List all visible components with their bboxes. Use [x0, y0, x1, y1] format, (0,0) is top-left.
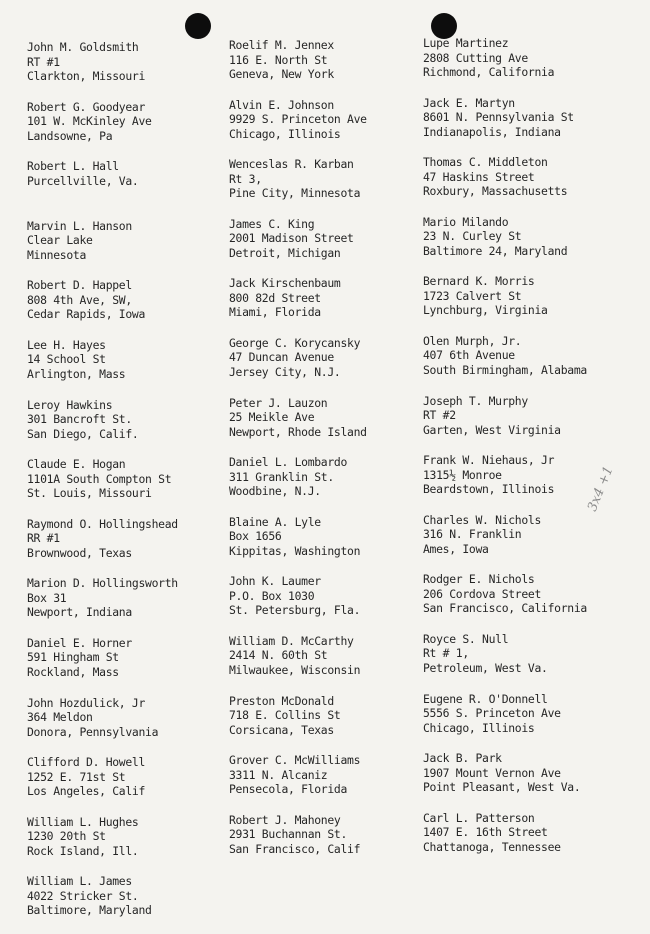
- entry-street: 2931 Buchannan St.: [229, 827, 348, 842]
- entry-street: 311 Granklin St.: [229, 469, 334, 484]
- entry-city: Detroit, Michigan: [229, 245, 341, 260]
- entry-street: 5556 S. Princeton Ave: [423, 706, 561, 721]
- entry-city: Woodbine, N.J.: [229, 484, 321, 499]
- address-entry: [229, 276, 419, 336]
- entry-street: 1230 20th St: [27, 829, 106, 844]
- entry-city: Los Angeles, Calif: [27, 784, 146, 799]
- address-entry: [27, 100, 222, 160]
- entry-city: Baltimore, Maryland: [27, 903, 152, 918]
- entry-city: St. Louis, Missouri: [27, 486, 152, 501]
- address-entry: [423, 632, 648, 692]
- address-entry: [27, 40, 222, 100]
- entry-street: 1252 E. 71st St: [27, 769, 126, 784]
- address-column-3: [423, 36, 648, 870]
- entry-name: John M. Goldsmith: [27, 40, 139, 54]
- entry-name: John K. Laumer: [229, 574, 321, 589]
- entry-name: Thomas C. Middleton: [423, 155, 548, 170]
- entry-name: Blaine A. Lyle: [229, 514, 321, 529]
- entry-name: Claude E. Hogan: [27, 457, 126, 472]
- entry-name: Joseph T. Murphy: [423, 393, 528, 408]
- entry-street: 4022 Stricker St.: [27, 888, 139, 903]
- entry-street: 301 Bancroft St.: [27, 412, 132, 427]
- address-entry: [229, 217, 419, 277]
- address-entry: [423, 692, 648, 752]
- entry-name: Alvin E. Johnson: [229, 97, 334, 112]
- address-entry: [229, 694, 419, 754]
- entry-city: Garten, West Virginia: [423, 422, 561, 437]
- entry-street: 364 Meldon: [27, 710, 93, 725]
- punch-hole-left: [185, 13, 211, 39]
- entry-name: Robert J. Mahoney: [229, 812, 341, 827]
- entry-city: Landsowne, Pa: [27, 128, 113, 143]
- entry-city: Jersey City, N.J.: [229, 364, 341, 379]
- entry-name: Preston McDonald: [229, 693, 334, 708]
- entry-street: 25 Meikle Ave: [229, 410, 315, 425]
- entry-street: 1315½ Monroe: [423, 467, 502, 482]
- entry-street: 3311 N. Alcaniz: [229, 767, 328, 782]
- address-entry: [27, 874, 222, 934]
- address-entry: [27, 815, 222, 875]
- entry-name: John Hozdulick, Jr: [27, 695, 146, 710]
- entry-name: Eugene R. O'Donnell: [423, 691, 548, 706]
- entry-street: 9929 S. Princeton Ave: [229, 112, 367, 127]
- address-entry: [423, 215, 648, 275]
- entry-street: 800 82d Street: [229, 290, 321, 305]
- address-entry: [229, 574, 419, 634]
- entry-city: Newport, Rhode Island: [229, 424, 367, 439]
- address-entry: [229, 396, 419, 456]
- address-entry: [27, 219, 222, 279]
- entry-street: 407 6th Avenue: [423, 348, 515, 363]
- entry-city: Richmond, California: [423, 65, 555, 79]
- entry-city: Point Pleasant, West Va.: [423, 780, 581, 795]
- address-entry: [229, 157, 419, 217]
- handwritten-margin-note: 3x4 +1: [585, 464, 617, 514]
- entry-city: Beardstown, Illinois: [423, 482, 555, 497]
- entry-street: 1101A South Compton St: [27, 471, 172, 486]
- entry-city: Baltimore 24, Maryland: [423, 243, 568, 258]
- entry-city: Geneva, New York: [229, 67, 334, 81]
- entry-name: Bernard K. Morris: [423, 274, 535, 289]
- entry-name: William L. James: [27, 874, 132, 889]
- entry-city: Chicago, Illinois: [423, 720, 535, 735]
- address-entry: [423, 155, 648, 215]
- entry-city: Clarkton, Missouri: [27, 69, 146, 83]
- entry-name: Daniel L. Lombardo: [229, 455, 348, 470]
- entry-city: Pine City, Minnesota: [229, 186, 361, 201]
- entry-name: George C. Korycansky: [229, 335, 361, 350]
- entry-name: Jack E. Martyn: [423, 95, 515, 110]
- entry-city: Petroleum, West Va.: [423, 660, 548, 675]
- entry-name: Carl L. Patterson: [423, 810, 535, 825]
- entry-street: 1407 E. 16th Street: [423, 825, 548, 840]
- entry-name: Grover C. McWilliams: [229, 753, 361, 768]
- entry-street: 116 E. North St: [229, 52, 328, 67]
- entry-street: Rt 3,: [229, 171, 262, 186]
- entry-city: Milwaukee, Wisconsin: [229, 662, 361, 677]
- address-entry: [27, 398, 222, 458]
- address-entry: [27, 338, 222, 398]
- entry-name: William D. McCarthy: [229, 633, 354, 648]
- entry-name: Marion D. Hollingsworth: [27, 576, 178, 591]
- entry-name: Wenceslas R. Karban: [229, 157, 354, 172]
- entry-name: Roelif M. Jennex: [229, 38, 334, 52]
- address-entry: [27, 755, 222, 815]
- entry-city: Chicago, Illinois: [229, 126, 341, 141]
- address-entry: [423, 274, 648, 334]
- entry-name: Lee H. Hayes: [27, 337, 106, 352]
- entry-name: Mario Milando: [423, 214, 509, 229]
- entry-name: Daniel E. Horner: [27, 635, 132, 650]
- address-column-1: [27, 40, 222, 934]
- entry-street: 718 E. Collins St: [229, 708, 341, 723]
- entry-city: Minnesota: [27, 247, 87, 262]
- entry-name: Robert G. Goodyear: [27, 99, 146, 114]
- entry-name: Olen Murph, Jr.: [423, 333, 522, 348]
- entry-street: 14 School St: [27, 352, 106, 367]
- address-entry: [229, 634, 419, 694]
- entry-name: Clifford D. Howell: [27, 755, 146, 770]
- entry-city: Roxbury, Massachusetts: [423, 184, 568, 199]
- entry-street: 47 Haskins Street: [423, 169, 535, 184]
- entry-name: Rodger E. Nichols: [423, 572, 535, 587]
- address-entry: [423, 513, 648, 573]
- entry-name: Robert D. Happel: [27, 278, 132, 293]
- entry-city: Indianapolis, Indiana: [423, 124, 561, 139]
- address-entry: [423, 96, 648, 156]
- entry-street: 8601 N. Pennsylvania St: [423, 110, 574, 125]
- address-entry: [423, 751, 648, 811]
- entry-city: Newport, Indiana: [27, 605, 132, 620]
- entry-city: Lynchburg, Virginia: [423, 303, 548, 318]
- address-entry: [229, 336, 419, 396]
- entry-street: Box 31: [27, 590, 67, 605]
- entry-street: 206 Cordova Street: [423, 586, 542, 601]
- entry-street: RT #2: [423, 408, 456, 423]
- entry-name: Peter J. Lauzon: [229, 395, 328, 410]
- entry-street: 316 N. Franklin: [423, 527, 522, 542]
- entry-street: RR #1: [27, 531, 60, 546]
- entry-street: Purcellville, Va.: [27, 173, 139, 188]
- address-entry: [27, 278, 222, 338]
- entry-city: Corsicana, Texas: [229, 722, 334, 737]
- address-entry: [423, 453, 648, 513]
- entry-street: Rt # 1,: [423, 646, 469, 661]
- entry-street: 1907 Mount Vernon Ave: [423, 765, 561, 780]
- address-entry: [229, 38, 419, 98]
- entry-city: Rockland, Mass: [27, 664, 119, 679]
- entry-name: Leroy Hawkins: [27, 397, 113, 412]
- address-entry: [229, 455, 419, 515]
- entry-city: Donora, Pennsylvania: [27, 724, 159, 739]
- entry-city: Kippitas, Washington: [229, 543, 361, 558]
- entry-city: South Birmingham, Alabama: [423, 362, 587, 377]
- entry-city: Arlington, Mass: [27, 366, 126, 381]
- entry-name: Raymond O. Hollingshead: [27, 516, 178, 531]
- entry-street: 1723 Calvert St: [423, 288, 522, 303]
- entry-name: Frank W. Niehaus, Jr: [423, 453, 555, 468]
- entry-street: P.O. Box 1030: [229, 588, 315, 603]
- address-entry: [423, 811, 648, 871]
- entry-name: Jack B. Park: [423, 751, 502, 766]
- entry-street: Box 1656: [229, 529, 282, 544]
- entry-name: Robert L. Hall: [27, 159, 119, 174]
- address-entry: [229, 813, 419, 873]
- address-entry: [27, 457, 222, 517]
- entry-name: Marvin L. Hanson: [27, 218, 132, 233]
- address-entry: [27, 159, 222, 219]
- entry-city: Pensecola, Florida: [229, 782, 348, 797]
- entry-city: St. Petersburg, Fla.: [229, 603, 361, 618]
- address-entry: [423, 572, 648, 632]
- address-entry: [27, 636, 222, 696]
- entry-city: Brownwood, Texas: [27, 545, 132, 560]
- entry-city: Rock Island, Ill.: [27, 843, 139, 858]
- entry-name: Charles W. Nichols: [423, 512, 542, 527]
- entry-street: RT #1: [27, 54, 60, 69]
- entry-name: Royce S. Null: [423, 631, 509, 646]
- address-entry: [423, 394, 648, 454]
- entry-city: Miami, Florida: [229, 305, 321, 320]
- entry-city: San Francisco, Calif: [229, 841, 361, 856]
- address-entry: [229, 515, 419, 575]
- entry-city: San Diego, Calif.: [27, 426, 139, 441]
- address-entry: [423, 334, 648, 394]
- entry-city: Chattanoga, Tennessee: [423, 839, 561, 854]
- entry-street: 2414 N. 60th St: [229, 648, 328, 663]
- entry-street: 591 Hingham St: [27, 650, 119, 665]
- entry-street: 2001 Madison Street: [229, 231, 354, 246]
- entry-street: 808 4th Ave, SW,: [27, 292, 132, 307]
- entry-street: 101 W. McKinley Ave: [27, 114, 152, 129]
- address-entry: [27, 696, 222, 756]
- entry-city: Cedar Rapids, Iowa: [27, 307, 146, 322]
- entry-name: Jack Kirschenbaum: [229, 276, 341, 291]
- address-entry: [229, 753, 419, 813]
- entry-name: James C. King: [229, 216, 315, 231]
- address-column-2: [229, 38, 419, 872]
- address-entry: [229, 98, 419, 158]
- entry-street: Clear Lake: [27, 233, 93, 248]
- entry-name: Lupe Martinez: [423, 36, 509, 50]
- address-entry: [27, 576, 222, 636]
- entry-street: 23 N. Curley St: [423, 229, 522, 244]
- entry-city: Ames, Iowa: [423, 541, 489, 556]
- entry-name: William L. Hughes: [27, 814, 139, 829]
- entry-street: 2808 Cutting Ave: [423, 50, 528, 65]
- entry-city: San Francisco, California: [423, 601, 587, 616]
- address-entry: [27, 517, 222, 577]
- entry-street: 47 Duncan Avenue: [229, 350, 334, 365]
- address-entry: [423, 36, 648, 96]
